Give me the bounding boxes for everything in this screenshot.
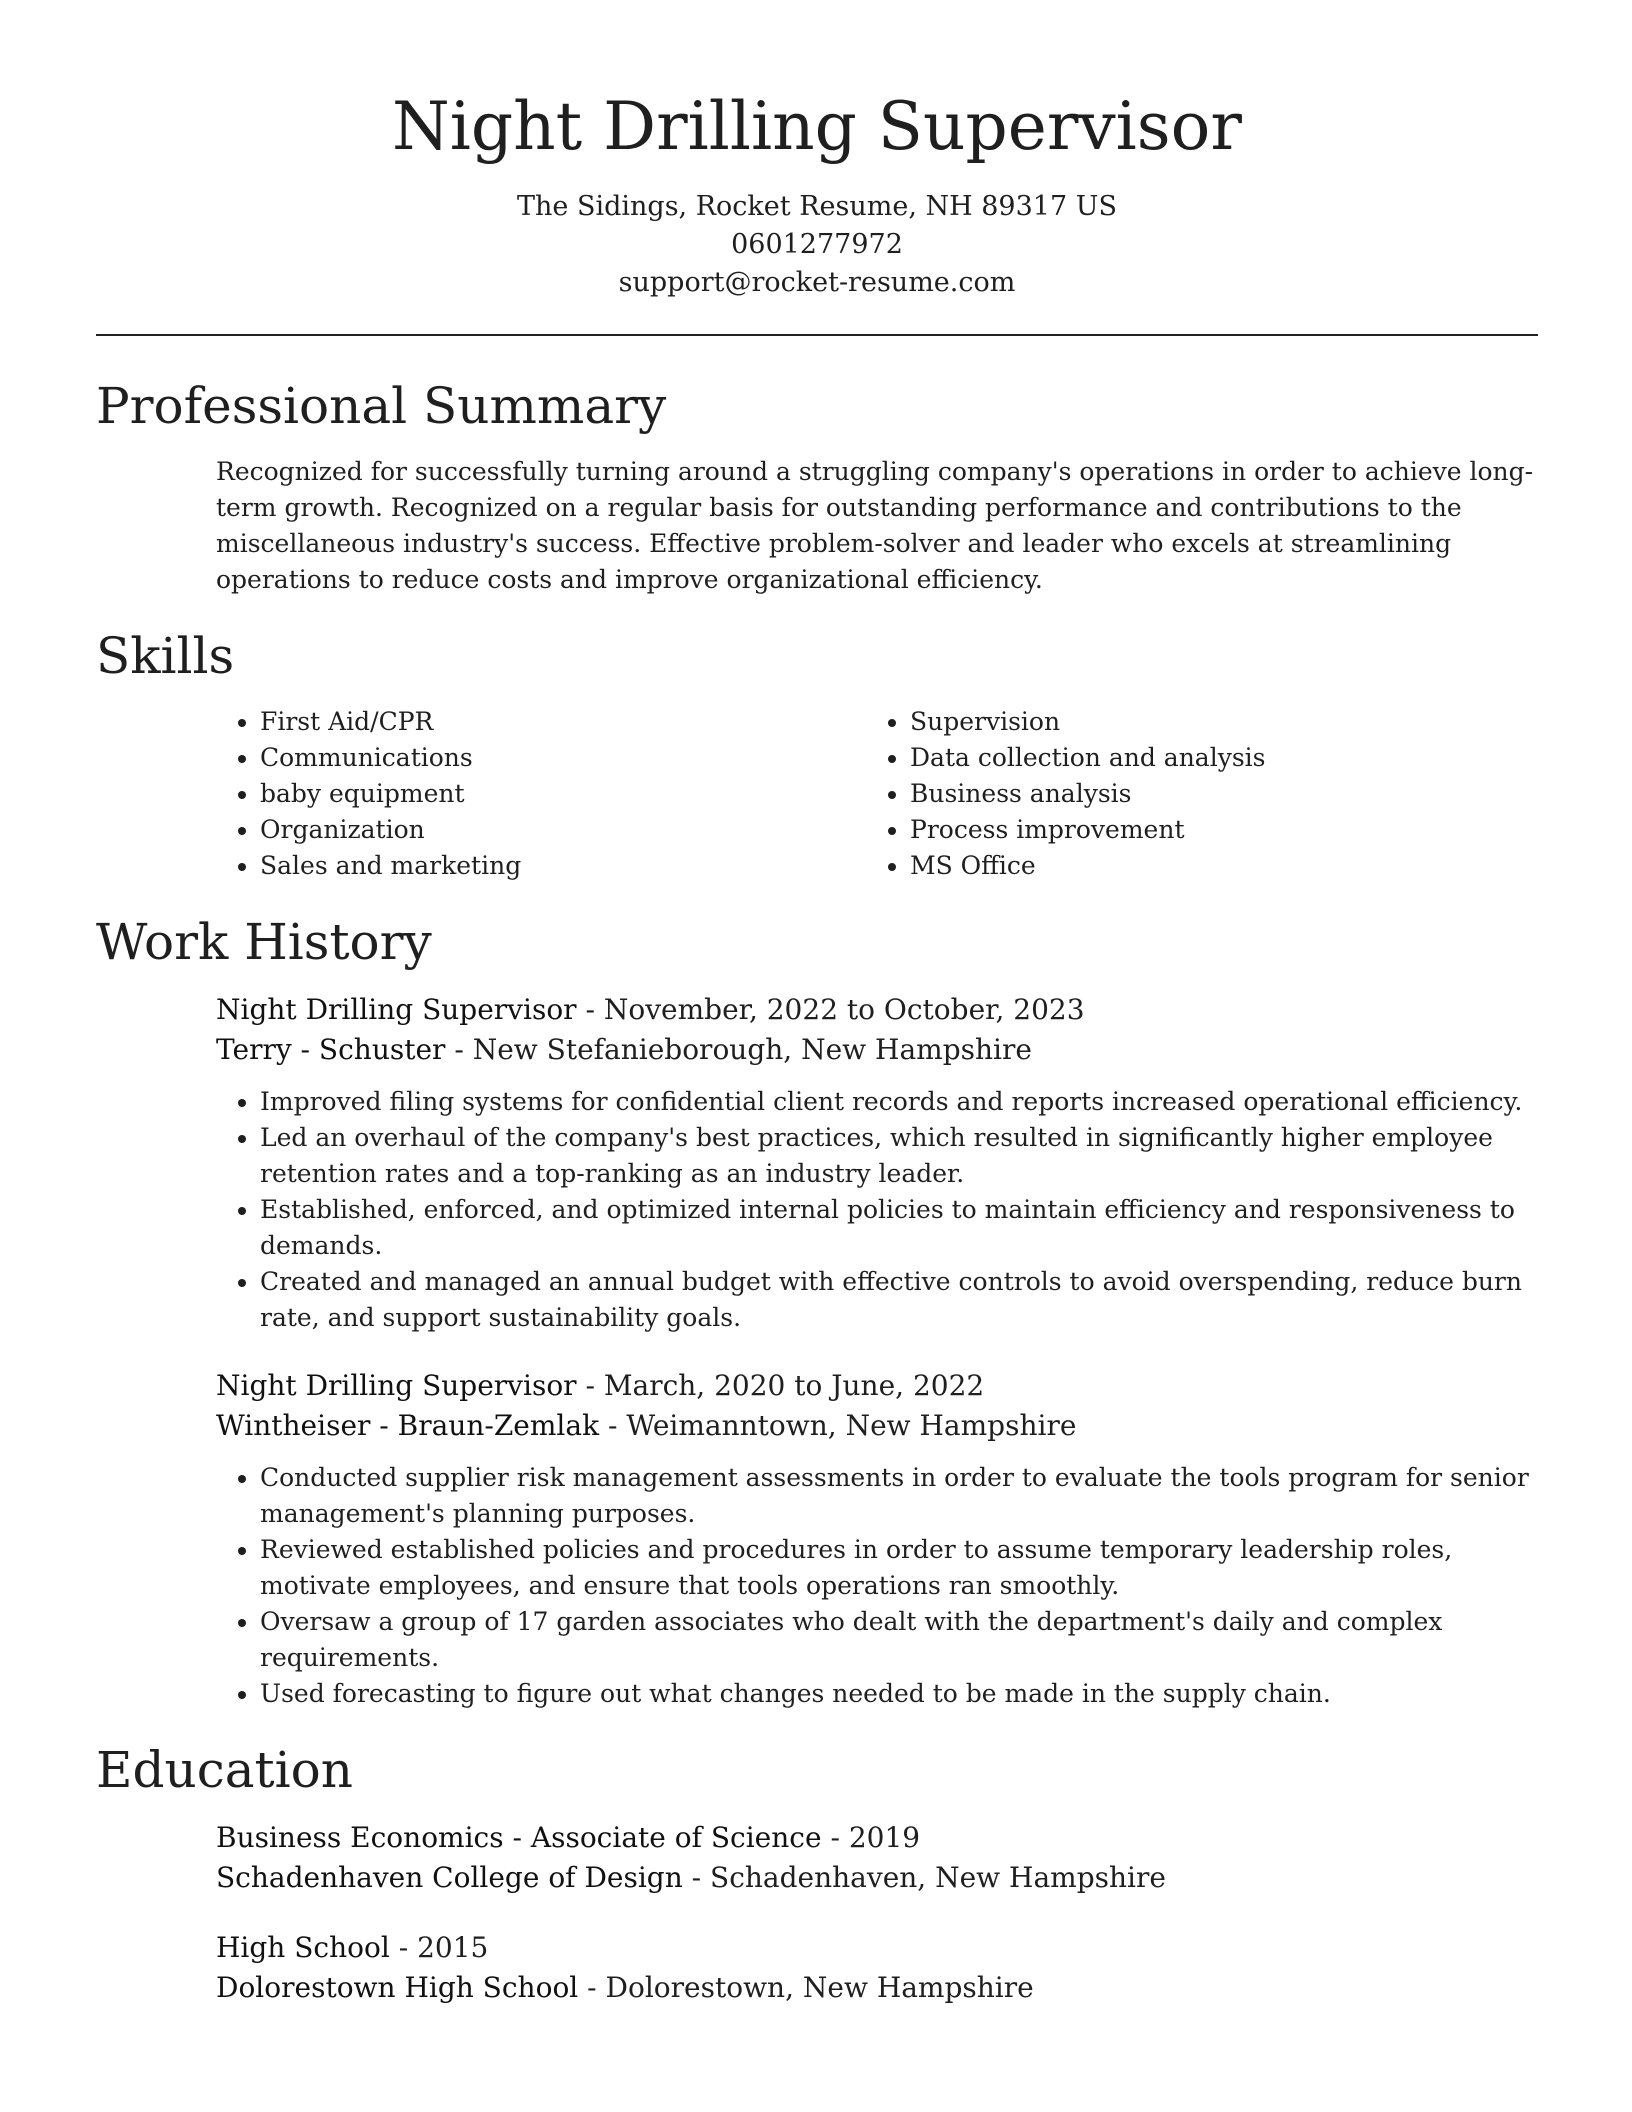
skill-item: • Communications [260, 740, 866, 776]
skill-item: • Business analysis [910, 776, 1516, 812]
skill-item: • baby equipment [260, 776, 866, 812]
summary-section [96, 374, 1538, 598]
job-bullet: • Oversaw a group of 17 garden associates who dealt with the department's daily and complex requirements. [260, 1604, 1538, 1676]
job-role: Night Drilling Supervisor [216, 1369, 577, 1402]
edu-location: Dolorestown, New Hampshire [605, 1971, 1034, 2004]
edu-degree: High School [216, 1931, 390, 1964]
contact-block [96, 188, 1538, 302]
job-bullet: • Used forecasting to figure out what changes needed to be made in the supply chain. [260, 1676, 1538, 1712]
skill-item: • Organization [260, 812, 866, 848]
job-dates: March, 2020 to June, 2022 [603, 1369, 985, 1402]
separator: - [585, 993, 604, 1026]
skills-list-right [866, 704, 1516, 884]
education-entry [216, 1818, 1538, 1898]
work-title: Work History [96, 913, 432, 971]
work-section [96, 910, 1538, 1712]
job-bullets [216, 1460, 1538, 1712]
edu-degree: Business Economics - Associate of Science [216, 1821, 822, 1854]
edu-year: 2015 [417, 1931, 489, 1964]
skill-item: • First Aid/CPR [260, 704, 866, 740]
job-company: Terry - Schuster [216, 1033, 446, 1066]
contact-phone: 0601277972 [731, 229, 903, 260]
job-bullet: • Established, enforced, and optimized internal policies to maintain efficiency and responsiveness to demands. [260, 1192, 1538, 1264]
header-divider [96, 334, 1538, 336]
education-title: Education [96, 1741, 353, 1799]
job-bullet: • Conducted supplier risk management assessments in order to evaluate the tools program for senior management's planning purposes. [260, 1460, 1538, 1532]
skills-lists [216, 704, 1538, 884]
separator: - [830, 1821, 849, 1854]
job-bullet: • Led an overhaul of the company's best practices, which resulted in significantly higher employee retention rates and a top-ranking as an industry leader. [260, 1120, 1538, 1192]
skill-item: • Data collection and analysis [910, 740, 1516, 776]
education-entry [216, 1928, 1538, 2008]
job-entry [216, 990, 1538, 1336]
job-company-line [216, 1406, 1538, 1446]
job-bullet: • Created and managed an annual budget with effective controls to avoid overspending, reduce burn rate, and support sustainability goals. [260, 1264, 1538, 1336]
edu-school: Schadenhaven College of Design [216, 1861, 683, 1894]
edu-degree-line [216, 1928, 1538, 1968]
separator: - [398, 1931, 418, 1964]
job-bullets [216, 1084, 1538, 1336]
skills-title: Skills [96, 627, 235, 685]
job-location: Weimanntown, New Hampshire [626, 1409, 1077, 1442]
edu-school: Dolorestown High School [216, 1971, 579, 2004]
skill-item: • MS Office [910, 848, 1516, 884]
separator: - [585, 1369, 604, 1402]
edu-degree-line [216, 1818, 1538, 1858]
edu-year: 2019 [848, 1821, 921, 1854]
job-title-line [216, 1366, 1538, 1406]
contact-address: The Sidings, Rocket Resume, NH 89317 US [517, 191, 1117, 222]
job-location: New Stefanieborough, New Hampshire [472, 1033, 1032, 1066]
candidate-name: Night Drilling Supervisor [392, 88, 1242, 165]
skill-item: • Supervision [910, 704, 1516, 740]
skills-list-left [216, 704, 866, 884]
job-dates: November, 2022 to October, 2023 [603, 993, 1085, 1026]
separator: - [691, 1861, 711, 1894]
skill-item: • Process improvement [910, 812, 1516, 848]
job-title-line [216, 990, 1538, 1030]
skill-item: • Sales and marketing [260, 848, 866, 884]
job-role: Night Drilling Supervisor [216, 993, 577, 1026]
job-company: Wintheiser - Braun-Zemlak [216, 1409, 600, 1442]
separator: - [454, 1033, 473, 1066]
edu-school-line [216, 1968, 1538, 2008]
resume-page [96, 0, 1538, 2008]
contact-email: support@rocket-resume.com [618, 267, 1016, 298]
summary-title: Professional Summary [96, 377, 667, 435]
job-bullet: • Improved filing systems for confidential client records and reports increased operational efficiency. [260, 1084, 1538, 1120]
skills-section [96, 624, 1538, 884]
education-section [96, 1738, 1538, 2008]
job-company-line [216, 1030, 1538, 1070]
separator: - [587, 1971, 606, 2004]
edu-school-line [216, 1858, 1538, 1898]
summary-text: Recognized for successfully turning around a struggling company's operations in order to achieve long-term growth. Recognized on a regular basis for outstanding performance and contributions to the miscellaneous industry's success. Effective problem-solver and leader who excels at streamlining operations to reduce costs and improve organizational efficiency. [216, 457, 1534, 594]
separator: - [607, 1409, 627, 1442]
job-entry [216, 1366, 1538, 1712]
job-bullet: • Reviewed established policies and procedures in order to assume temporary leadership roles, motivate employees, and ensure that tools operations ran smoothly. [260, 1532, 1538, 1604]
edu-location: Schadenhaven, New Hampshire [710, 1861, 1166, 1894]
